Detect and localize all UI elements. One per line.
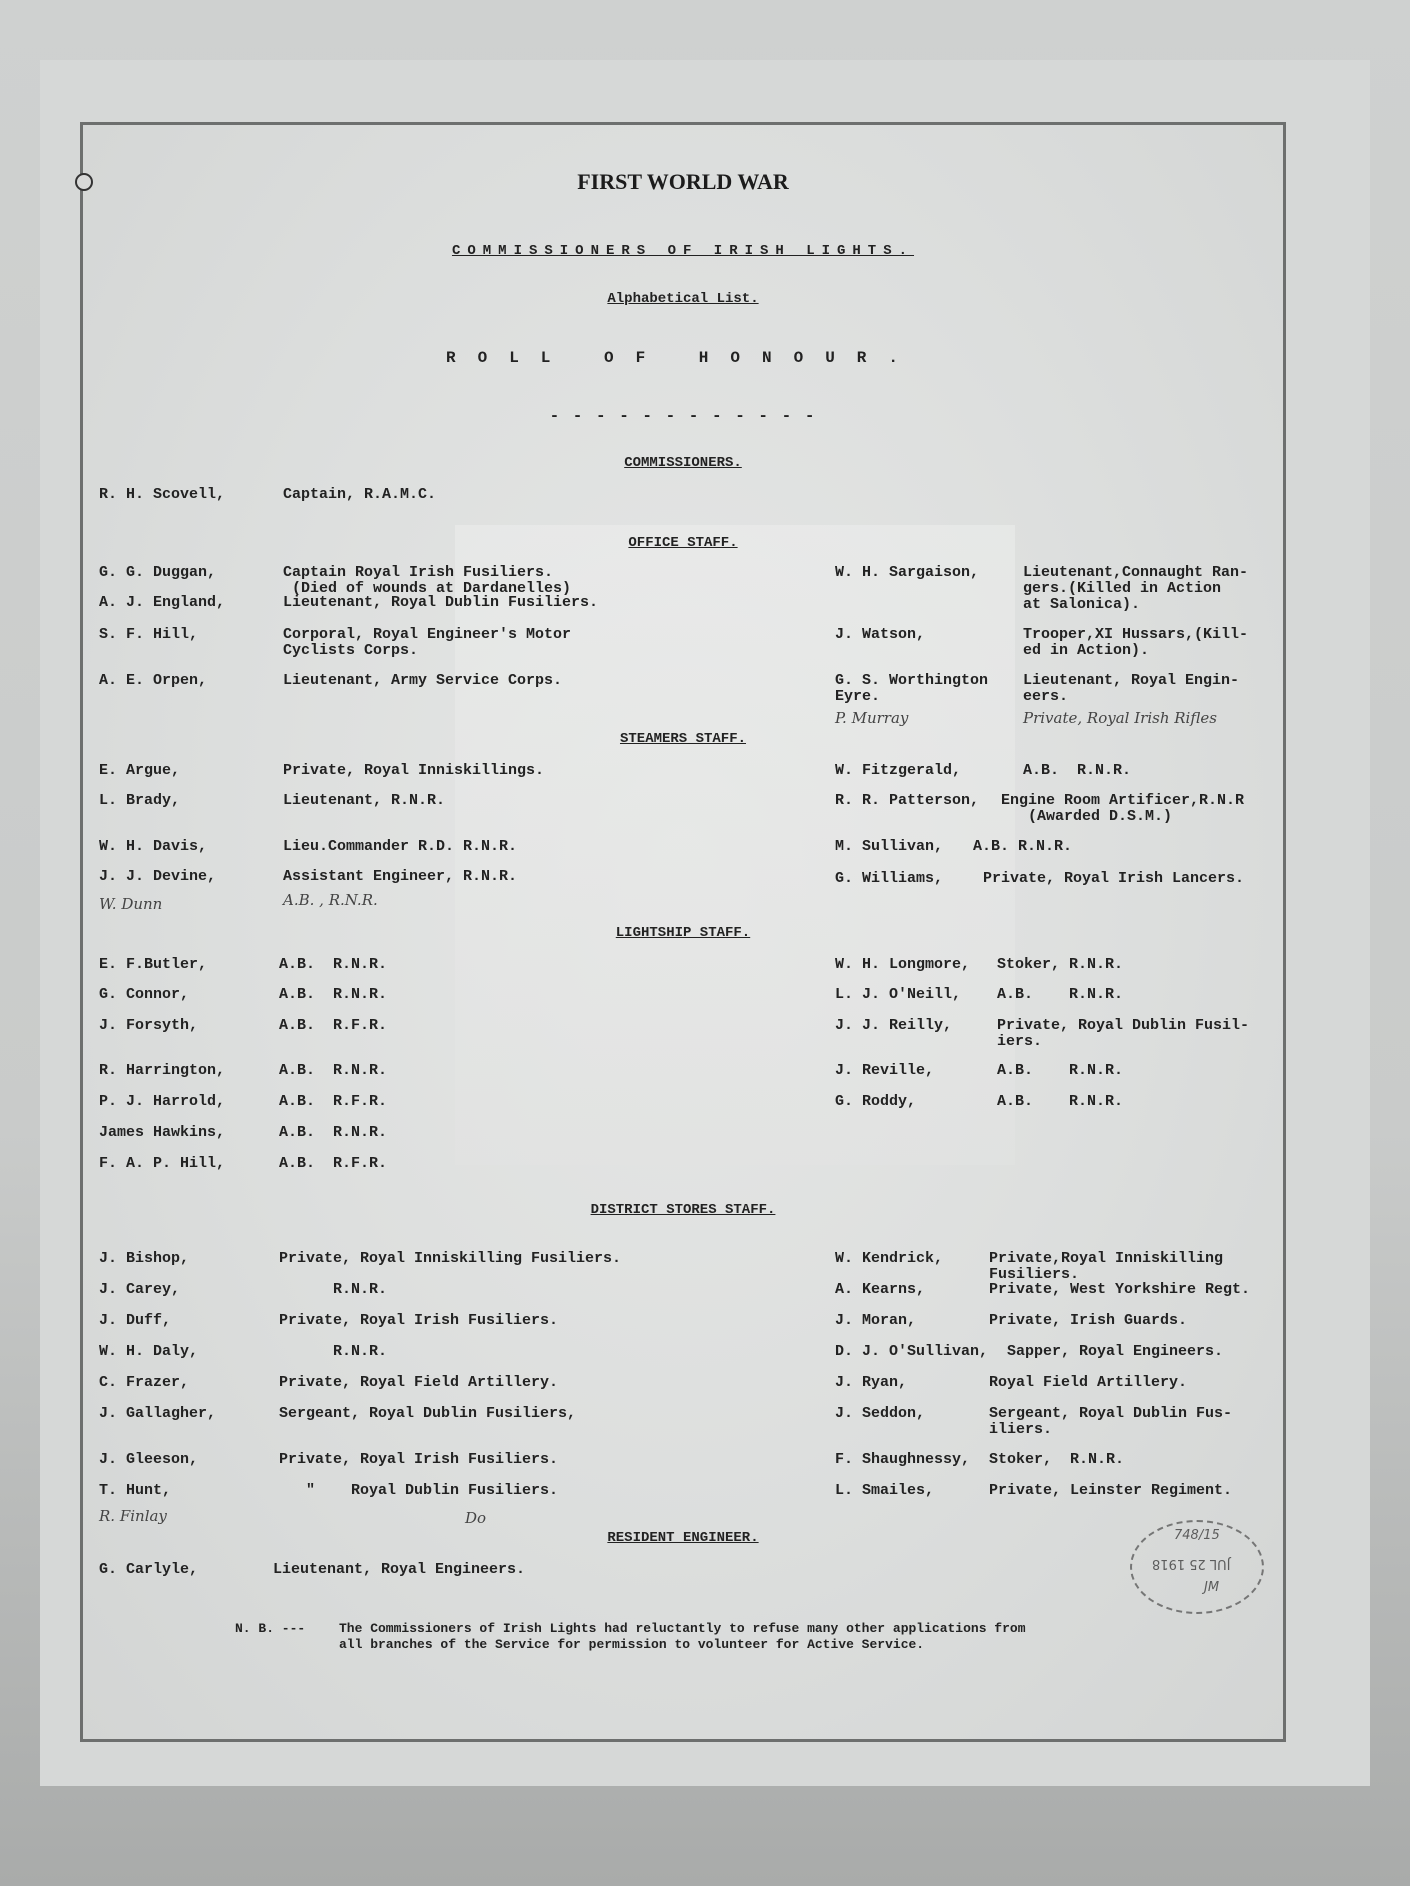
entry-name: J. J. Reilly, (835, 1017, 953, 1034)
entry-rank: Private, Royal Irish Lancers. (983, 870, 1245, 887)
section-heading-resident-engineer: RESIDENT ENGINEER. (607, 1530, 759, 1546)
entry-rank: Engine Room Artificer,R.N.R (Awarded D.S.M.) (1001, 792, 1245, 825)
entry-name: W. Fitzgerald, (835, 762, 962, 779)
section-heading-commissioners: COMMISSIONERS. (624, 455, 742, 471)
entry-rank: Lieutenant, Army Service Corps. (283, 672, 563, 689)
entry-name: G. Carlyle, (99, 1561, 199, 1578)
handwritten-name: P. Murray (835, 709, 909, 727)
section-heading-steamers-staff: STEAMERS STAFF. (619, 731, 747, 747)
entry-name: R. R. Patterson, (835, 792, 980, 809)
entry-rank: Stoker, R.N.R. (989, 1451, 1125, 1468)
entry-name: E. Argue, (99, 762, 181, 779)
entry-rank: Sapper, Royal Engineers. (1007, 1343, 1224, 1360)
entry-rank: Sergeant, Royal Dublin Fus- iliers. (989, 1405, 1233, 1438)
entry-rank: A.B. R.N.R. (997, 986, 1124, 1003)
entry-rank: Captain, R.A.M.C. (283, 486, 437, 503)
entry-name: J. Seddon, (835, 1405, 926, 1422)
entry-rank: Private, Royal Inniskillings. (283, 762, 545, 779)
entry-rank: Private, Royal Irish Fusiliers. (279, 1312, 559, 1329)
entry-rank: Private, Royal Dublin Fusil- iers. (997, 1017, 1250, 1050)
entry-rank: Sergeant, Royal Dublin Fusiliers, (279, 1405, 577, 1422)
entry-name: J. Forsyth, (99, 1017, 199, 1034)
entry-name: J. Carey, (99, 1281, 181, 1298)
section-heading-district-stores-staff: DISTRICT STORES STAFF. (590, 1202, 776, 1218)
entry-rank: A.B. R.F.R. (279, 1155, 388, 1172)
entry-rank: Lieutenant,Connaught Ran- gers.(Killed in Action at Salonica). (1023, 564, 1249, 613)
entry-rank: Private, West Yorkshire Regt. (989, 1281, 1251, 1298)
entry-name: J. Moran, (835, 1312, 917, 1329)
note-text: The Commissioners of Irish Lights had reluctantly to refuse many other applications from all branches of the Service for permission to volunteer for Active Service. (339, 1621, 1026, 1652)
entry-name: A. Kearns, (835, 1281, 926, 1298)
entry-name: L. Brady, (99, 792, 181, 809)
entry-name: D. J. O'Sullivan, (835, 1343, 989, 1360)
entry-rank: A.B. R.N.R. (997, 1093, 1124, 1110)
entry-name: G. S. Worthington Eyre. (835, 672, 989, 705)
entry-name: A. J. England, (99, 594, 226, 611)
entry-name: M. Sullivan, (835, 838, 944, 855)
subtitle: Alphabetical List. (607, 291, 759, 307)
handwritten-rank: A.B. , R.N.R. (283, 891, 378, 909)
handwritten-name: W. Dunn (99, 895, 163, 913)
entry-name: J. Reville, (835, 1062, 935, 1079)
entry-name: F. A. P. Hill, (99, 1155, 226, 1172)
entry-name: L. J. O'Neill, (835, 986, 962, 1003)
entry-name: J. Gallagher, (99, 1405, 217, 1422)
entry-rank: A.B. R.N.R. (973, 838, 1073, 855)
section-heading-office-staff: OFFICE STAFF. (628, 535, 738, 551)
entry-name: L. Smailes, (835, 1482, 935, 1499)
entry-rank: A.B. R.N.R. (997, 1062, 1124, 1079)
entry-rank: A.B. R.N.R. (1023, 762, 1132, 779)
entry-rank: A.B. R.N.R. (279, 956, 388, 973)
entry-rank: Private, Royal Field Artillery. (279, 1374, 559, 1391)
stamp-number: 748/15 (1174, 1528, 1220, 1543)
entry-rank: Corporal, Royal Engineer's Motor Cyclists Corps. (283, 626, 572, 659)
entry-rank: Private, Royal Inniskilling Fusiliers. (279, 1250, 622, 1267)
entry-name: G. G. Duggan, (99, 564, 217, 581)
entry-name: W. H. Sargaison, (835, 564, 980, 581)
entry-rank: A.B. R.N.R. (279, 1062, 388, 1079)
organisation-heading: COMMISSIONERS OF IRISH LIGHTS. (451, 243, 915, 259)
entry-rank: A.B. R.F.R. (279, 1093, 388, 1110)
entry-rank: " Royal Dublin Fusiliers. (279, 1482, 559, 1499)
handwritten-rank: Private, Royal Irish Rifles (1023, 709, 1217, 727)
handwritten-name: R. Finlay (99, 1507, 167, 1525)
entry-name: R. H. Scovell, (99, 486, 226, 503)
divider: - - - - - - - - - - - - (549, 407, 817, 425)
entry-name: R. Harrington, (99, 1062, 226, 1079)
entry-rank: Royal Field Artillery. (989, 1374, 1188, 1391)
entry-name: J. Ryan, (835, 1374, 908, 1391)
entry-rank: Private, Leinster Regiment. (989, 1482, 1233, 1499)
entry-rank: Assistant Engineer, R.N.R. (283, 868, 518, 885)
entry-rank: R.N.R. (279, 1343, 388, 1360)
entry-name: T. Hunt, (99, 1482, 172, 1499)
note-marker: N. B. --- (235, 1621, 306, 1636)
entry-name: J. Duff, (99, 1312, 172, 1329)
entry-rank: Lieutenant, R.N.R. (283, 792, 446, 809)
stamp-date: JUL 25 1918 (1152, 1556, 1231, 1571)
received-stamp (1130, 1520, 1264, 1614)
entry-name: F. Shaughnessy, (835, 1451, 971, 1468)
entry-rank: A.B. R.F.R. (279, 1017, 388, 1034)
entry-name: G. Williams, (835, 870, 944, 887)
entry-rank: Private,Royal Inniskilling Fusiliers. (989, 1250, 1224, 1283)
entry-name: P. J. Harrold, (99, 1093, 226, 1110)
stamp-initials: JM (1204, 1580, 1220, 1595)
entry-rank: R.N.R. (279, 1281, 388, 1298)
entry-name: James Hawkins, (99, 1124, 226, 1141)
document-sheet (80, 122, 1286, 1742)
entry-name: J. Gleeson, (99, 1451, 199, 1468)
entry-rank: A.B. R.N.R. (279, 986, 388, 1003)
section-heading-lightship-staff: LIGHTSHIP STAFF. (615, 925, 751, 941)
entry-rank: Stoker, R.N.R. (997, 956, 1124, 973)
entry-name: W. H. Daly, (99, 1343, 199, 1360)
entry-name: G. Roddy, (835, 1093, 917, 1110)
entry-rank: Private, Royal Irish Fusiliers. (279, 1451, 559, 1468)
entry-name: E. F.Butler, (99, 956, 208, 973)
entry-rank: Lieutenant, Royal Dublin Fusiliers. (283, 594, 599, 611)
entry-rank: Private, Irish Guards. (989, 1312, 1188, 1329)
entry-rank: Lieutenant, Royal Engineers. (273, 1561, 526, 1578)
entry-name: J. J. Devine, (99, 868, 217, 885)
entry-name: C. Frazer, (99, 1374, 190, 1391)
entry-name: G. Connor, (99, 986, 190, 1003)
entry-rank: Lieutenant, Royal Engin- eers. (1023, 672, 1240, 705)
page-title: FIRST WORLD WAR (577, 169, 789, 194)
entry-name: S. F. Hill, (99, 626, 199, 643)
entry-name: W. H. Davis, (99, 838, 208, 855)
handwritten-rank: Do (465, 1509, 487, 1527)
entry-name: J. Bishop, (99, 1250, 190, 1267)
entry-rank: Lieu.Commander R.D. R.N.R. (283, 838, 518, 855)
entry-name: W. Kendrick, (835, 1250, 944, 1267)
entry-rank: Captain Royal Irish Fusiliers. (Died of wounds at Dardanelles) (283, 564, 572, 597)
roll-of-honour-heading: ROLL OF HONOUR. (445, 349, 921, 367)
entry-rank: A.B. R.N.R. (279, 1124, 388, 1141)
entry-name: W. H. Longmore, (835, 956, 971, 973)
entry-name: A. E. Orpen, (99, 672, 208, 689)
entry-rank: Trooper,XI Hussars,(Kill- ed in Action). (1023, 626, 1249, 659)
entry-name: J. Watson, (835, 626, 926, 643)
